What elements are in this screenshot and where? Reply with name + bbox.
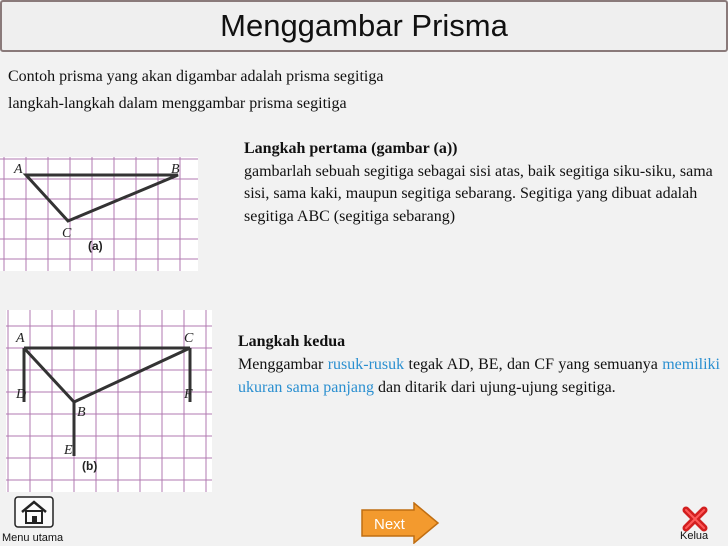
close-icon[interactable] — [682, 506, 708, 532]
label-a: A — [16, 331, 25, 346]
label-f: F — [184, 387, 193, 402]
title-bar — [0, 0, 728, 52]
figure-b — [6, 310, 212, 492]
step2-body — [238, 353, 720, 399]
caption-b: (b) — [82, 459, 98, 473]
step2-text-a: Menggambar — [238, 356, 328, 373]
step2-highlight-1: rusuk-rusuk — [327, 356, 405, 373]
menu-utama-label[interactable]: Menu utama — [2, 532, 64, 544]
label-a: A — [14, 162, 23, 177]
intro-line-2: langkah-langkah dalam menggambar prisma segitiga — [8, 95, 347, 112]
home-icon[interactable] — [14, 496, 54, 528]
figure-a — [0, 157, 198, 271]
step2-text-b: tegak AD, BE, dan CF yang semuanya — [404, 356, 663, 373]
label-c: C — [62, 226, 72, 241]
step1-block — [244, 138, 722, 228]
label-b: B — [77, 405, 86, 420]
step1-body: gambarlah sebuah segitiga sebagai sisi atas, baik segitiga siku-siku, sama sisi, sama kaki, maupun segitiga sebarang. Segitiga yang dibuat adalah segitiga ABC (segitiga sebarang) — [244, 162, 713, 225]
label-e: E — [64, 443, 73, 458]
label-d: D — [16, 387, 27, 402]
step2-highlight-2: memiliki ukuran sama panjang — [238, 356, 720, 396]
label-b: B — [171, 162, 180, 177]
step2-text-c: dan ditarik dari ujung-ujung segitiga. — [373, 379, 616, 396]
caption-a: (a) — [88, 239, 103, 253]
step1-title: Langkah pertama (gambar (a)) — [244, 140, 458, 157]
intro-line-1: Contoh prisma yang akan digambar adalah prisma segitiga — [8, 68, 384, 85]
label-c: C — [184, 331, 194, 346]
page-title: Menggambar Prisma — [220, 8, 508, 43]
next-label[interactable]: Next — [374, 516, 405, 533]
exit-label[interactable]: Kelua — [680, 530, 709, 542]
step2-block — [238, 330, 720, 399]
step2-title: Langkah kedua — [238, 333, 346, 350]
